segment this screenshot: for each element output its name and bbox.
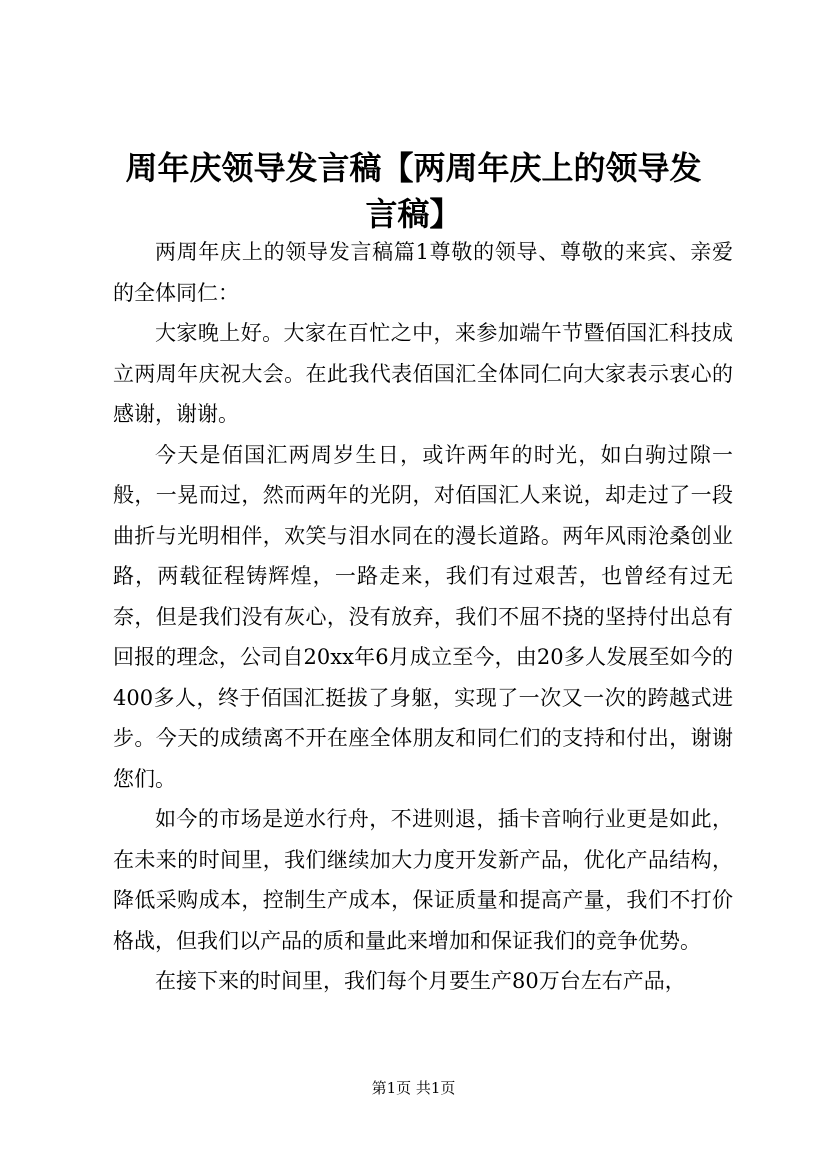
paragraph-greeting: 大家晚上好。大家在百忙之中，来参加端午节暨佰国汇科技成立两周年庆祝大会。在此我代表佰国汇全体同仁向大家表示衷心的感谢，谢谢。 xyxy=(113,321,733,426)
paragraph-market: 如今的市场是逆水行舟，不进则退，插卡音响行业更是如此，在未来的时间里，我们继续加大力度开发新产品，优化产品结构，降低采购成本，控制生产成本，保证质量和提高产量，我们不打价格战，但我们以产品的质和量此来增加和保证我们的竞争优势。 xyxy=(113,807,733,953)
document-body xyxy=(113,232,733,1002)
paragraph-history: 今天是佰国汇两周岁生日，或许两年的时光，如白驹过隙一般，一晃而过，然而两年的光阴，对佰国汇人来说，却走过了一段曲折与光明相伴，欢笑与泪水同在的漫长道路。两年风雨沧桑创业路，两载征程铸辉煌，一路走来，我们有过艰苦，也曾经有过无奈，但是我们没有灰心，没有放弃，我们不屈不挠的坚持付出总有回报的理念，公司自20xx年6月成立至今，由20多人发展至如今的400多人，终于佰国汇挺拔了身躯，实现了一次又一次的跨越式进步。今天的成绩离不开在座全体朋友和同仁们的支持和付出，谢谢您们。 xyxy=(113,442,733,791)
paragraph-salutation: 两周年庆上的领导发言稿篇1尊敬的领导、尊敬的来宾、亲爱的全体同仁： xyxy=(113,240,733,305)
paragraph-plan: 在接下来的时间里，我们每个月要生产80万台左右产品， xyxy=(155,969,686,993)
page-footer: 第1页 共1页 xyxy=(371,1079,456,1097)
document-title: 周年庆领导发言稿【两周年庆上的领导发言稿】 xyxy=(125,149,702,233)
